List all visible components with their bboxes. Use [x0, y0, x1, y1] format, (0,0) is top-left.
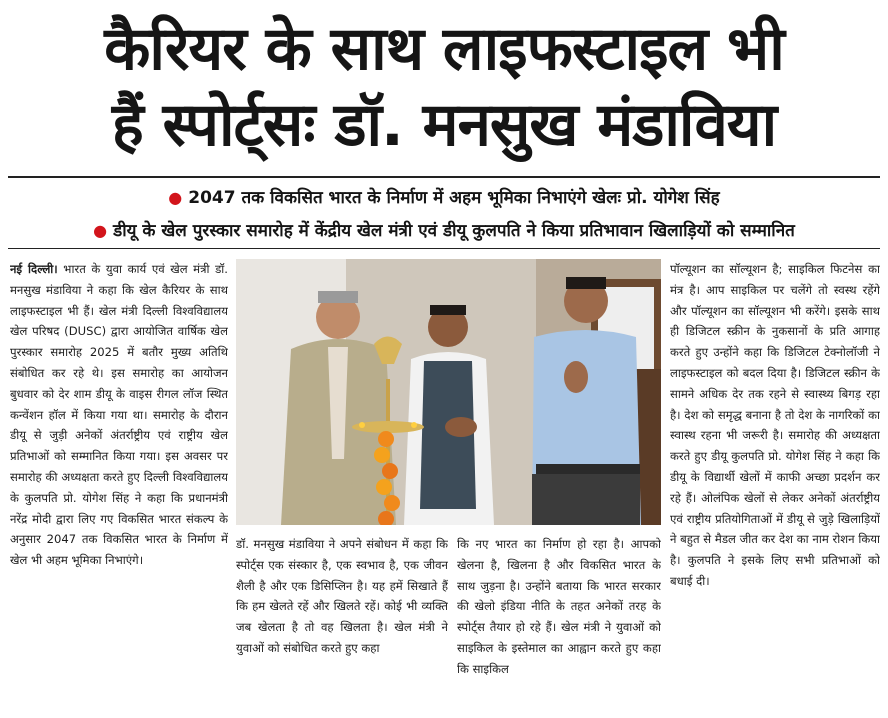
marigold-2 [374, 447, 390, 463]
article-column-1 [10, 259, 228, 713]
person-right-hands [564, 361, 588, 393]
divider-bottom [8, 248, 880, 249]
person-right-hair [566, 277, 606, 289]
marigold-1 [378, 431, 394, 447]
lamp-flame-left [359, 422, 365, 428]
subheading-2 [0, 220, 888, 242]
divider-top [8, 176, 880, 178]
person-right-trousers [532, 474, 640, 525]
red-bullet-icon: ● [93, 221, 108, 240]
person-center-hair [430, 305, 466, 315]
headline-line-1: कैरियर के साथ लाइफस्टाइल भी [104, 14, 784, 84]
red-bullet-icon: ● [168, 188, 183, 207]
subheading-1-text: 2047 तक विकसित भारत के निर्माण में अहम भूमिका निभाएंगे खेलः प्रो. योगेश सिंह [188, 188, 720, 208]
lamp-flame-right [411, 422, 417, 428]
person-center-hands [445, 417, 477, 437]
event-photo [236, 259, 661, 525]
person-left-hair [318, 291, 358, 303]
article-column-4: पॉल्यूशन का सॉल्यूशन है; साइकिल फिटनेस का मंत्र है। आप साइकिल पर चलेंगे तो स्वस्थ रहेंगे और पॉल्यूशन का सॉल्यूशन भी करेंगे। इसके साथ ही डिजिटल स्क्रीन के नुकसानों के प्रति आगाह करते हुए उन्होंने कहा कि डिजिटल टेक्नोलॉजी ने लाइफस्टाइल को बदल दिया है। डिजिटल स्क्रीन के सामने अधिक देर तक रहने से स्वास्थ्य बिगड़ रहा है। देश को समृद्ध बनाना है तो देश के नागरिकों का स्वास्थ रहना भी जरूरी है। समारोह की अध्यक्षता करते हुए डीयू कुलपति प्रो. योगेश सिंह ने कहा कि डीयू के विद्यार्थी खेलों में काफी अच्छा प्रदर्शन कर रहे हैं। ओलंपिक खेलों से लेकर अनेकों अंतर्राष्ट्रीय एवं राष्ट्रीय प्रतियोगिताओं में डीयू से जुड़े खिलाड़ियों ने बहुत से मैडल जीत कर देश का नाम रोशन किया है। कुलपति ने इसके लिए सभी प्रतिभाओं को बधाई दी। [670, 262, 880, 588]
headline-line-2: हैं स्पोर्ट्सः डॉ. मनसुख मंडाविया [111, 90, 777, 160]
person-right-belt [536, 464, 640, 474]
lamp-lighting-photo [236, 259, 661, 525]
subheading-1 [0, 187, 888, 209]
marigold-3 [382, 463, 398, 479]
subheading-2-text: डीयू के खेल पुरस्कार समारोह में केंद्रीय खेल मंत्री एवं डीयू कुलपति ने किया प्रतिभावान खिलाड़ियों को सम्मानित [113, 221, 795, 241]
article-column-2: डॉ. मनसुख मंडाविया ने अपने संबोधन में कहा कि स्पोर्ट्स एक संस्कार है, एक स्वभाव है, एक जीवन शैली है और एक डिसिप्लिन है। यह हमें सिखाते हैं कि हम खेलते रहें और खिलते रहें। कोई भी व्यक्ति जब खेलता है तो वह खिलता है। खेल मंत्री ने युवाओं को संबोधित करते हुए कहा [236, 537, 448, 655]
marigold-5 [384, 495, 400, 511]
marigold-4 [376, 479, 392, 495]
dateline: नई दिल्ली। [10, 262, 58, 276]
article-column-3: कि नए भारत का निर्माण हो रहा है। आपको खेलना है, खिलना है और विकसित भारत के साथ जुड़ना है। उन्होंने बताया कि भारत सरकार की खेलो इंडिया नीति के तहत अनेकों तरह के स्पोर्ट्स तैयार हो रहे हैं। खेल मंत्री ने युवाओं को साइकिल के इस्तेमाल का आह्वान करते हुए कहा कि साइकिल [457, 537, 661, 676]
article-column-1-text: भारत के युवा कार्य एवं खेल मंत्री डॉ. मनसुख मंडाविया ने कहा कि खेल कैरियर के साथ लाइफस्टाइल भी हैं। खेल मंत्री दिल्ली विश्वविद्यालय खेल परिषद (DUSC) द्वारा आयोजित वार्षिक खेल पुरस्कार समारोह 2025 में बतौर मुख्य अतिथि संबोधित कर रहे थे। इस समारोह का आयोजन बुधवार को देर शाम डीयू के वाइस रीगल लॉज स्थित कन्वेंशन हॉल में किया गया था। समारोह के दौरान डीयू से जुड़ी अनेकों अंतर्राष्ट्रीय एवं राष्ट्रीय खेल प्रतिभाओं को सम्मानित किया गया। इस अवसर पर समारोह की अध्यक्षता करते हुए दिल्ली विश्वविद्यालय के कुलपति प्रो. योगेश सिंह ने कहा कि प्रधानमंत्री नरेंद्र मोदी द्वारा लिए गए विकसित भारत संकल्प के अनुसार 2047 तक विकसित भारत के निर्माण में खेल भी अहम भूमिका निभाएंगे। [10, 262, 228, 568]
